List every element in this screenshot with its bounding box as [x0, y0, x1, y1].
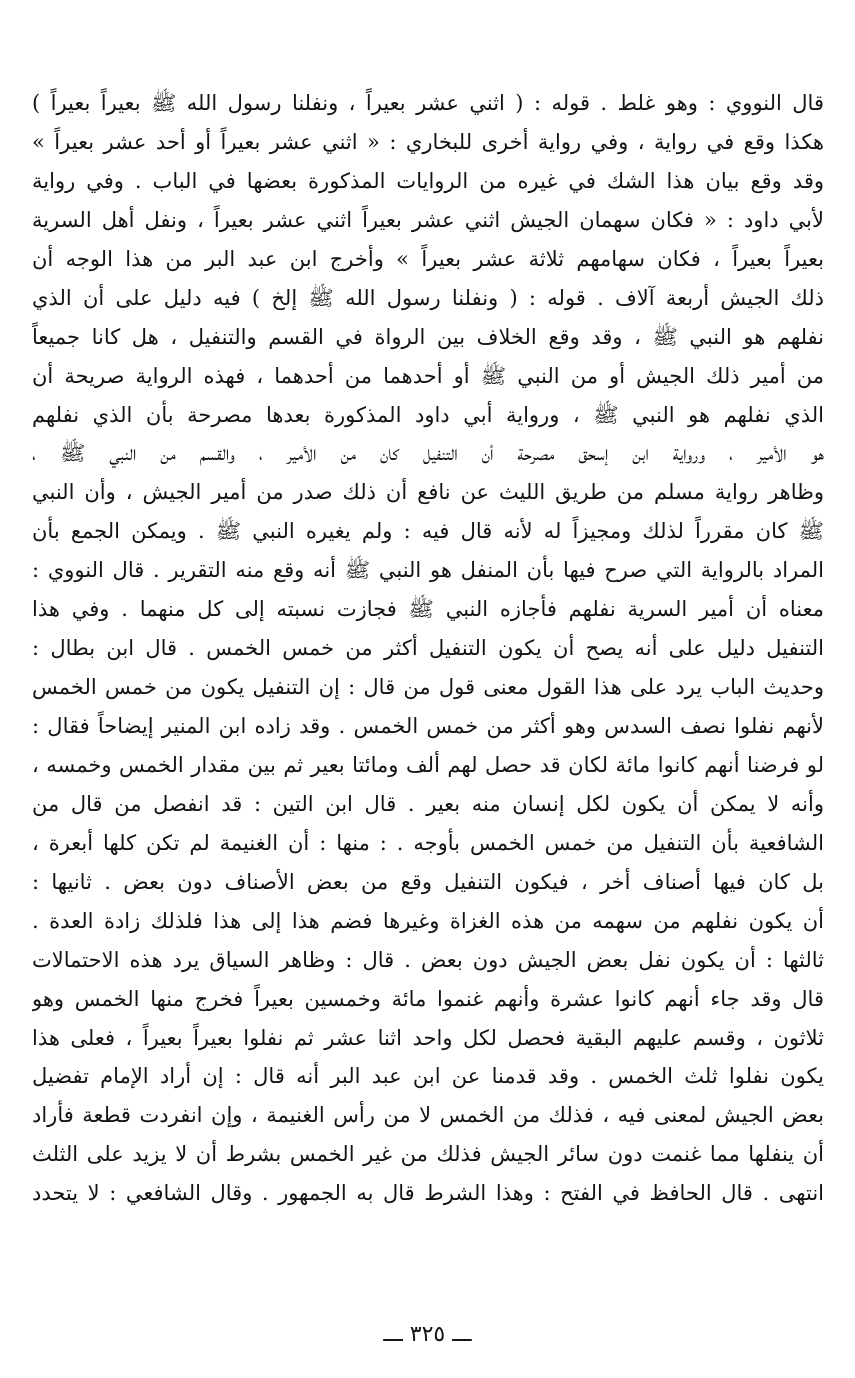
text-line: قال النووي : وهو غلط . قوله : ( اثني عشر بعيراً ، ونفلنا رسول الله ﷺ بعيراً بعيراً ): [32, 91, 824, 115]
text-line: وقد وقع بيان هذا الشك في غيره من الروايات المذكورة بعضها في الباب . وفي رواية: [32, 168, 824, 193]
text-line: معناه أن أمير السرية نفلهم فأجازه النبي ﷺ فجازت نسبته إلى كل منهما . وفي هذا: [32, 597, 824, 622]
text-line: لأنهم نفلوا نصف السدس وهو أكثر من خمس الخمس . وقد زاده ابن المنير إيضاحاً فقال :: [32, 714, 824, 738]
text-line: أن يكون نفلهم من سهمه من هذه الغزاة وغيرها فضم هذا إلى هذا فلذلك زادة العدة .: [32, 908, 824, 933]
text-line: أن ينفلها مما غنمت دون سائر الجيش فذلك من غير الخمس بشرط أن لا يزيد على الثلث: [32, 1142, 824, 1167]
text-line: لأبي داود : « فكان سهمان الجيش اثني عشر بعيراً اثني عشر بعيراً ، ونفل أهل السرية: [32, 207, 824, 232]
text-line: ثالثها : أن يكون نفل بعض الجيش دون بعض . قال : وظاهر السياق يرد هذه الاحتمالات: [32, 947, 824, 972]
text-line: الذي نفلهم هو النبي ﷺ ، ورواية أبي داود المذكورة بعدها مصرحة بأن الذي نفلهم: [32, 402, 824, 427]
text-line: نفلهم هو النبي ﷺ ، وقد وقع الخلاف بين الرواة في القسم والتنفيل ، هل كانا جميعاً: [32, 324, 824, 349]
text-line: بل كان فيها أصناف أخر ، فيكون التنفيل وقع من بعض الأصناف دون بعض . ثانيها :: [32, 869, 824, 894]
text-line: بعض الجيش لمعنى فيه ، فذلك من الخمس لا من رأس الغنيمة ، وإن انفردت قطعة فأراد: [32, 1103, 824, 1128]
text-line: بعيراً بعيراً ، فكان سهامهم ثلاثة عشر بعيراً » وأخرج ابن عبد البر من هذا الوجه أن: [32, 246, 824, 271]
text-line: انتهى . قال الحافظ في الفتح : وهذا الشرط قال به الجمهور . وقال الشافعي : لا يتحدد: [32, 1181, 824, 1206]
text-line: وظاهر رواية مسلم من طريق الليث عن نافع أن ذلك صدر من أمير الجيش ، وأن النبي: [32, 480, 824, 505]
text-line: وأنه لا يمكن أن يكون لكل إنسان منه بعير . قال ابن التين : قد انفصل من قال من: [32, 791, 824, 816]
text-line: المراد بالرواية التي صرح فيها بأن المنفل هو النبي ﷺ أنه وقع منه التقرير . قال النووي :: [32, 558, 824, 583]
page-number: ـــ ٣٢٥ ـــ: [383, 1322, 472, 1347]
body-text: [32, 84, 824, 1213]
text-line: قال وقد جاء أنهم كانوا عشرة وأنهم غنموا مائة وخمسين بعيراً فخرج منها الخمس وهو: [32, 986, 824, 1011]
text-line: الشافعية بأن التنفيل من خمس الخمس بأوجه . : منها : أن الغنيمة لم تكن كلها أبعرة ،: [32, 830, 824, 855]
text-line: من أمير ذلك الجيش أو من النبي ﷺ أو أحدهما من أحدهما ، فهذه الرواية صريحة أن: [32, 363, 824, 388]
text-line: ﷺ كان مقرراً لذلك ومجيزاً له لأنه قال فيه : ولم يغيره النبي ﷺ . ويمكن الجمع بأن: [32, 519, 824, 544]
text-line: ذلك الجيش أربعة آلاف . قوله : ( ونفلنا رسول الله ﷺ إلخ ) فيه دليل على أن الذي: [32, 285, 824, 310]
text-line: يكون نفلوا ثلث الخمس . وقد قدمنا عن ابن عبد البر أنه قال : إن أراد الإمام تفضيل: [32, 1064, 824, 1089]
text-line: وحديث الباب يرد على هذا القول معنى قول من قال : إن التنفيل يكون من خمس الخمس: [32, 675, 824, 700]
text-line: لو فرضنا أنهم كانوا مائة لكان قد حصل لهم ألف ومائتا بعير ثم بين مقدار الخمس وخمسه ،: [32, 752, 824, 777]
text-line: هكذا وقع في رواية ، وفي رواية أخرى للبخاري : « اثني عشر بعيراً أو أحد عشر بعيراً »: [32, 129, 824, 154]
text-line: التنفيل دليل على أنه يصح أن يكون التنفيل أكثر من خمس الخمس . قال ابن بطال :: [32, 636, 824, 661]
text-line: هو الأمير ، ورواية ابن إسحق مصرحة أن التنفيل كان من الأمير ، والقسم من النبي ﷺ ،: [32, 441, 824, 466]
text-line: ثلاثون ، وقسم عليهم البقية فحصل لكل واحد اثنا عشر ثم نفلوا بعيراً بعيراً ، فعلى هذا: [32, 1025, 824, 1050]
